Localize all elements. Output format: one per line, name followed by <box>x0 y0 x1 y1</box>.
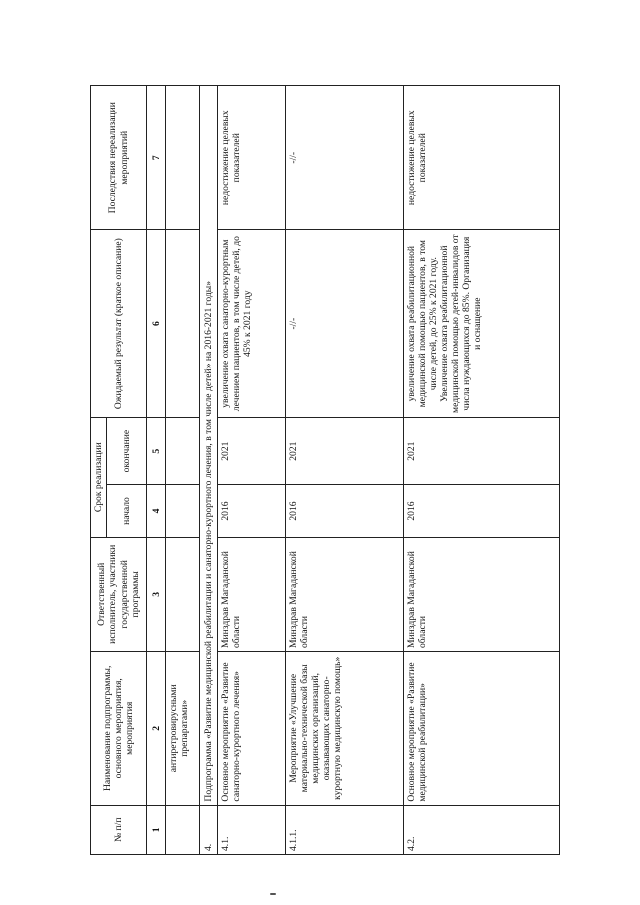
row-start: 2016 <box>218 485 286 537</box>
subprogram-num: 4. <box>200 805 218 854</box>
col-number-6: 6 <box>147 230 166 417</box>
row-start: 2016 <box>286 485 404 537</box>
rotated-table-wrapper <box>90 85 590 855</box>
table-row <box>218 86 286 855</box>
subprogram-row <box>200 86 218 855</box>
row-num: 4.1. <box>218 805 286 854</box>
header-start: начало <box>107 485 147 537</box>
row-consequence: -//- <box>286 86 404 230</box>
row-num: 4.2. <box>404 805 560 854</box>
header-executor: Ответственный исполнитель, участники государственной программы <box>91 537 147 652</box>
col-number-2: 2 <box>147 652 166 806</box>
header-consequence: Последствия нереализации мероприятий <box>91 86 147 230</box>
row-name: Мероприятие «Улучшение материально-технической базы медицинских организаций, оказывающих санаторно-курортную медицинскую помощь» <box>286 652 404 806</box>
row-executor: Минздрав Магаданской области <box>218 537 286 652</box>
col-number-4: 4 <box>147 485 166 537</box>
row-end: 2021 <box>286 417 404 485</box>
header-period: Срок реализации <box>91 417 107 537</box>
row-executor: Минздрав Магаданской области <box>404 537 560 652</box>
row-end: 2021 <box>404 417 560 485</box>
header-row <box>91 86 107 855</box>
row-result: увеличение охвата реабилитационной медицинской помощью пациентов, в том числе детей, до 25% к 2021 году. Увеличение охвата реабилитационной медицинской помощью детей-инвалидов от числа нуждающихся до 85%. Организация и оснащение <box>404 230 560 417</box>
table-row <box>404 86 560 855</box>
header-end: окончание <box>107 417 147 485</box>
row-start: 2016 <box>404 485 560 537</box>
row-num: 4.1.1. <box>286 805 404 854</box>
carryover-text: антиретровирусными препаратами» <box>166 652 200 806</box>
carryover-row <box>166 86 200 855</box>
row-name: Основное мероприятие «Развитие медицинской реабилитации» <box>404 652 560 806</box>
col-number-1: 1 <box>147 805 166 854</box>
row-result: -//- <box>286 230 404 417</box>
col-number-5: 5 <box>147 417 166 485</box>
row-consequence: недостижение целевых показателей <box>404 86 560 230</box>
row-name: Основное мероприятие «Развитие санаторно-курортного лечения» <box>218 652 286 806</box>
program-table <box>90 85 560 855</box>
table-row <box>286 86 404 855</box>
header-num: № п/п <box>91 805 147 854</box>
row-result: увеличение охвата санаторно-курортным лечением пациентов, в том числе детей, до 45% к 2021 году <box>218 230 286 417</box>
col-number-3: 3 <box>147 537 166 652</box>
row-end: 2021 <box>218 417 286 485</box>
row-executor: Минздрав Магаданской области <box>286 537 404 652</box>
col-number-7: 7 <box>147 86 166 230</box>
row-consequence: недостижение целевых показателей <box>218 86 286 230</box>
header-result: Ожидаемый результат (краткое описание) <box>91 230 147 417</box>
page-mark <box>270 893 276 895</box>
column-numbers-row <box>147 86 166 855</box>
subprogram-title: Подпрограмма «Развитие медицинской реабилитации и санаторно-курортного лечения, в том числе детей» на 2016-2021 годы» <box>200 86 218 806</box>
header-name: Наименование подпрограммы, основного мероприятия, мероприятия <box>91 652 147 806</box>
